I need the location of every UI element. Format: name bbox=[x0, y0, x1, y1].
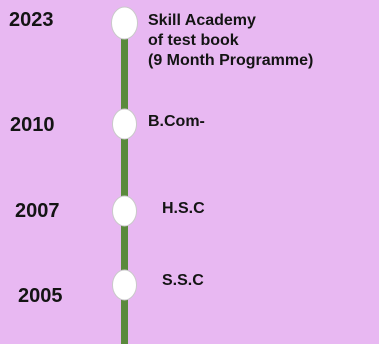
timeline-node-2005 bbox=[113, 270, 137, 300]
entry-2023-line-3: (9 Month Programme) bbox=[148, 52, 314, 69]
entry-2023-line-1: Skill Academy bbox=[148, 12, 256, 29]
entry-2007-line-1: H.S.C bbox=[162, 200, 205, 217]
year-label-2007: 2007 bbox=[15, 200, 60, 222]
entry-2005-line-1: S.S.C bbox=[162, 272, 204, 289]
timeline-node-2023 bbox=[112, 7, 138, 39]
year-label-2005: 2005 bbox=[18, 285, 63, 307]
entry-2010-line-1: B.Com- bbox=[148, 113, 205, 130]
timeline-node-2010 bbox=[113, 109, 137, 139]
year-label-2010: 2010 bbox=[10, 114, 55, 136]
timeline-node-2007 bbox=[113, 196, 137, 226]
year-label-2023: 2023 bbox=[9, 9, 54, 31]
entry-2023-line-2: of test book bbox=[148, 32, 239, 49]
